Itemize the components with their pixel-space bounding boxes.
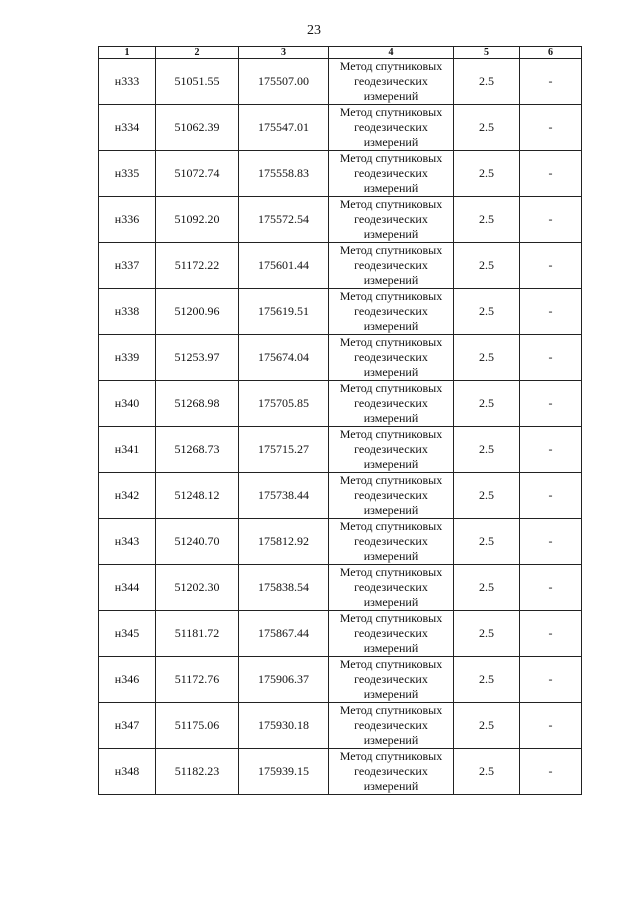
method-line: геодезических bbox=[354, 488, 428, 502]
point-cell: н336 bbox=[99, 197, 156, 243]
point-cell: н338 bbox=[99, 289, 156, 335]
method-line: Метод спутниковых bbox=[339, 519, 443, 533]
point-cell: н340 bbox=[99, 381, 156, 427]
point-cell: н337 bbox=[99, 243, 156, 289]
x-coordinate-cell: 51182.23 bbox=[156, 749, 239, 795]
method-line: геодезических bbox=[354, 350, 428, 364]
note-cell: - bbox=[520, 703, 582, 749]
method-line: геодезических bbox=[354, 166, 428, 180]
accuracy-cell: 2.5 bbox=[454, 519, 520, 565]
header-row bbox=[99, 47, 582, 59]
x-coordinate-cell: 51200.96 bbox=[156, 289, 239, 335]
method-line: геодезических bbox=[354, 442, 428, 456]
note-cell: - bbox=[520, 105, 582, 151]
x-coordinate-cell: 51062.39 bbox=[156, 105, 239, 151]
table-row bbox=[99, 105, 582, 151]
accuracy-cell: 2.5 bbox=[454, 473, 520, 519]
method-cell bbox=[329, 657, 454, 703]
column-header: 1 bbox=[99, 47, 156, 59]
accuracy-cell: 2.5 bbox=[454, 197, 520, 243]
method-line: измерений bbox=[363, 89, 419, 103]
column-header: 4 bbox=[329, 47, 454, 59]
method-line: Метод спутниковых bbox=[339, 59, 443, 73]
method-line: измерений bbox=[363, 641, 419, 655]
point-cell: н347 bbox=[99, 703, 156, 749]
method-line: измерений bbox=[363, 733, 419, 747]
point-cell: н333 bbox=[99, 59, 156, 105]
column-header: 3 bbox=[239, 47, 329, 59]
table-row bbox=[99, 381, 582, 427]
y-coordinate-cell: 175674.04 bbox=[239, 335, 329, 381]
method-line: Метод спутниковых bbox=[339, 381, 443, 395]
note-cell: - bbox=[520, 657, 582, 703]
table-body bbox=[99, 59, 582, 795]
accuracy-cell: 2.5 bbox=[454, 335, 520, 381]
table-row bbox=[99, 151, 582, 197]
x-coordinate-cell: 51172.76 bbox=[156, 657, 239, 703]
x-coordinate-cell: 51202.30 bbox=[156, 565, 239, 611]
method-line: геодезических bbox=[354, 304, 428, 318]
method-cell bbox=[329, 289, 454, 335]
note-cell: - bbox=[520, 59, 582, 105]
accuracy-cell: 2.5 bbox=[454, 565, 520, 611]
table-row bbox=[99, 565, 582, 611]
table-row bbox=[99, 473, 582, 519]
point-cell: н334 bbox=[99, 105, 156, 151]
note-cell: - bbox=[520, 611, 582, 657]
method-line: измерений bbox=[363, 319, 419, 333]
table-row bbox=[99, 519, 582, 565]
y-coordinate-cell: 175738.44 bbox=[239, 473, 329, 519]
point-cell: н348 bbox=[99, 749, 156, 795]
y-coordinate-cell: 175867.44 bbox=[239, 611, 329, 657]
note-cell: - bbox=[520, 427, 582, 473]
method-cell bbox=[329, 197, 454, 243]
method-line: измерений bbox=[363, 779, 419, 793]
table-row bbox=[99, 335, 582, 381]
method-cell bbox=[329, 749, 454, 795]
method-line: геодезических bbox=[354, 74, 428, 88]
accuracy-cell: 2.5 bbox=[454, 243, 520, 289]
page-number: 23 bbox=[307, 23, 321, 38]
accuracy-cell: 2.5 bbox=[454, 611, 520, 657]
accuracy-cell: 2.5 bbox=[454, 289, 520, 335]
column-header: 2 bbox=[156, 47, 239, 59]
method-line: Метод спутниковых bbox=[339, 105, 443, 119]
point-cell: н335 bbox=[99, 151, 156, 197]
method-line: геодезических bbox=[354, 258, 428, 272]
note-cell: - bbox=[520, 335, 582, 381]
x-coordinate-cell: 51181.72 bbox=[156, 611, 239, 657]
table-row bbox=[99, 703, 582, 749]
y-coordinate-cell: 175812.92 bbox=[239, 519, 329, 565]
note-cell: - bbox=[520, 519, 582, 565]
note-cell: - bbox=[520, 197, 582, 243]
accuracy-cell: 2.5 bbox=[454, 381, 520, 427]
method-line: Метод спутниковых bbox=[339, 151, 443, 165]
method-line: измерений bbox=[363, 273, 419, 287]
table-row bbox=[99, 289, 582, 335]
point-cell: н342 bbox=[99, 473, 156, 519]
point-cell: н346 bbox=[99, 657, 156, 703]
table-row bbox=[99, 197, 582, 243]
method-line: измерений bbox=[363, 135, 419, 149]
method-line: геодезических bbox=[354, 212, 428, 226]
method-cell bbox=[329, 105, 454, 151]
y-coordinate-cell: 175838.54 bbox=[239, 565, 329, 611]
method-line: Метод спутниковых bbox=[339, 427, 443, 441]
method-cell bbox=[329, 565, 454, 611]
note-cell: - bbox=[520, 381, 582, 427]
note-cell: - bbox=[520, 289, 582, 335]
note-cell: - bbox=[520, 151, 582, 197]
method-line: Метод спутниковых bbox=[339, 611, 443, 625]
method-line: измерений bbox=[363, 365, 419, 379]
table-row bbox=[99, 657, 582, 703]
method-cell bbox=[329, 611, 454, 657]
y-coordinate-cell: 175547.01 bbox=[239, 105, 329, 151]
table-row bbox=[99, 59, 582, 105]
method-line: геодезических bbox=[354, 626, 428, 640]
y-coordinate-cell: 175906.37 bbox=[239, 657, 329, 703]
table-row bbox=[99, 611, 582, 657]
y-coordinate-cell: 175705.85 bbox=[239, 381, 329, 427]
x-coordinate-cell: 51175.06 bbox=[156, 703, 239, 749]
point-cell: н341 bbox=[99, 427, 156, 473]
accuracy-cell: 2.5 bbox=[454, 703, 520, 749]
table-row bbox=[99, 749, 582, 795]
method-line: измерений bbox=[363, 549, 419, 563]
x-coordinate-cell: 51268.73 bbox=[156, 427, 239, 473]
method-line: геодезических bbox=[354, 718, 428, 732]
note-cell: - bbox=[520, 243, 582, 289]
point-cell: н343 bbox=[99, 519, 156, 565]
method-line: геодезических bbox=[354, 534, 428, 548]
method-line: Метод спутниковых bbox=[339, 289, 443, 303]
table-row bbox=[99, 427, 582, 473]
coordinates-table bbox=[98, 46, 582, 795]
method-cell bbox=[329, 335, 454, 381]
method-line: геодезических bbox=[354, 580, 428, 594]
point-cell: н345 bbox=[99, 611, 156, 657]
y-coordinate-cell: 175572.54 bbox=[239, 197, 329, 243]
method-line: геодезических bbox=[354, 120, 428, 134]
method-line: Метод спутниковых bbox=[339, 703, 443, 717]
x-coordinate-cell: 51092.20 bbox=[156, 197, 239, 243]
method-line: Метод спутниковых bbox=[339, 243, 443, 257]
method-line: измерений bbox=[363, 503, 419, 517]
note-cell: - bbox=[520, 565, 582, 611]
y-coordinate-cell: 175601.44 bbox=[239, 243, 329, 289]
x-coordinate-cell: 51268.98 bbox=[156, 381, 239, 427]
point-cell: н344 bbox=[99, 565, 156, 611]
x-coordinate-cell: 51072.74 bbox=[156, 151, 239, 197]
method-line: измерений bbox=[363, 227, 419, 241]
x-coordinate-cell: 51240.70 bbox=[156, 519, 239, 565]
x-coordinate-cell: 51172.22 bbox=[156, 243, 239, 289]
method-cell bbox=[329, 519, 454, 565]
accuracy-cell: 2.5 bbox=[454, 749, 520, 795]
method-line: Метод спутниковых bbox=[339, 473, 443, 487]
y-coordinate-cell: 175715.27 bbox=[239, 427, 329, 473]
method-line: измерений bbox=[363, 457, 419, 471]
method-cell bbox=[329, 59, 454, 105]
method-cell bbox=[329, 703, 454, 749]
table-row bbox=[99, 243, 582, 289]
method-line: геодезических bbox=[354, 764, 428, 778]
method-line: измерений bbox=[363, 181, 419, 195]
y-coordinate-cell: 175939.15 bbox=[239, 749, 329, 795]
method-line: Метод спутниковых bbox=[339, 565, 443, 579]
method-cell bbox=[329, 243, 454, 289]
method-cell bbox=[329, 151, 454, 197]
method-cell bbox=[329, 381, 454, 427]
y-coordinate-cell: 175930.18 bbox=[239, 703, 329, 749]
column-header: 5 bbox=[454, 47, 520, 59]
method-cell bbox=[329, 473, 454, 519]
y-coordinate-cell: 175558.83 bbox=[239, 151, 329, 197]
accuracy-cell: 2.5 bbox=[454, 105, 520, 151]
method-line: измерений bbox=[363, 687, 419, 701]
method-line: Метод спутниковых bbox=[339, 749, 443, 763]
x-coordinate-cell: 51051.55 bbox=[156, 59, 239, 105]
method-line: измерений bbox=[363, 411, 419, 425]
y-coordinate-cell: 175619.51 bbox=[239, 289, 329, 335]
method-line: измерений bbox=[363, 595, 419, 609]
x-coordinate-cell: 51253.97 bbox=[156, 335, 239, 381]
point-cell: н339 bbox=[99, 335, 156, 381]
x-coordinate-cell: 51248.12 bbox=[156, 473, 239, 519]
note-cell: - bbox=[520, 473, 582, 519]
method-line: геодезических bbox=[354, 396, 428, 410]
y-coordinate-cell: 175507.00 bbox=[239, 59, 329, 105]
method-line: Метод спутниковых bbox=[339, 335, 443, 349]
note-cell: - bbox=[520, 749, 582, 795]
column-header: 6 bbox=[520, 47, 582, 59]
method-cell bbox=[329, 427, 454, 473]
method-line: геодезических bbox=[354, 672, 428, 686]
method-line: Метод спутниковых bbox=[339, 657, 443, 671]
accuracy-cell: 2.5 bbox=[454, 657, 520, 703]
accuracy-cell: 2.5 bbox=[454, 151, 520, 197]
accuracy-cell: 2.5 bbox=[454, 59, 520, 105]
accuracy-cell: 2.5 bbox=[454, 427, 520, 473]
method-line: Метод спутниковых bbox=[339, 197, 443, 211]
